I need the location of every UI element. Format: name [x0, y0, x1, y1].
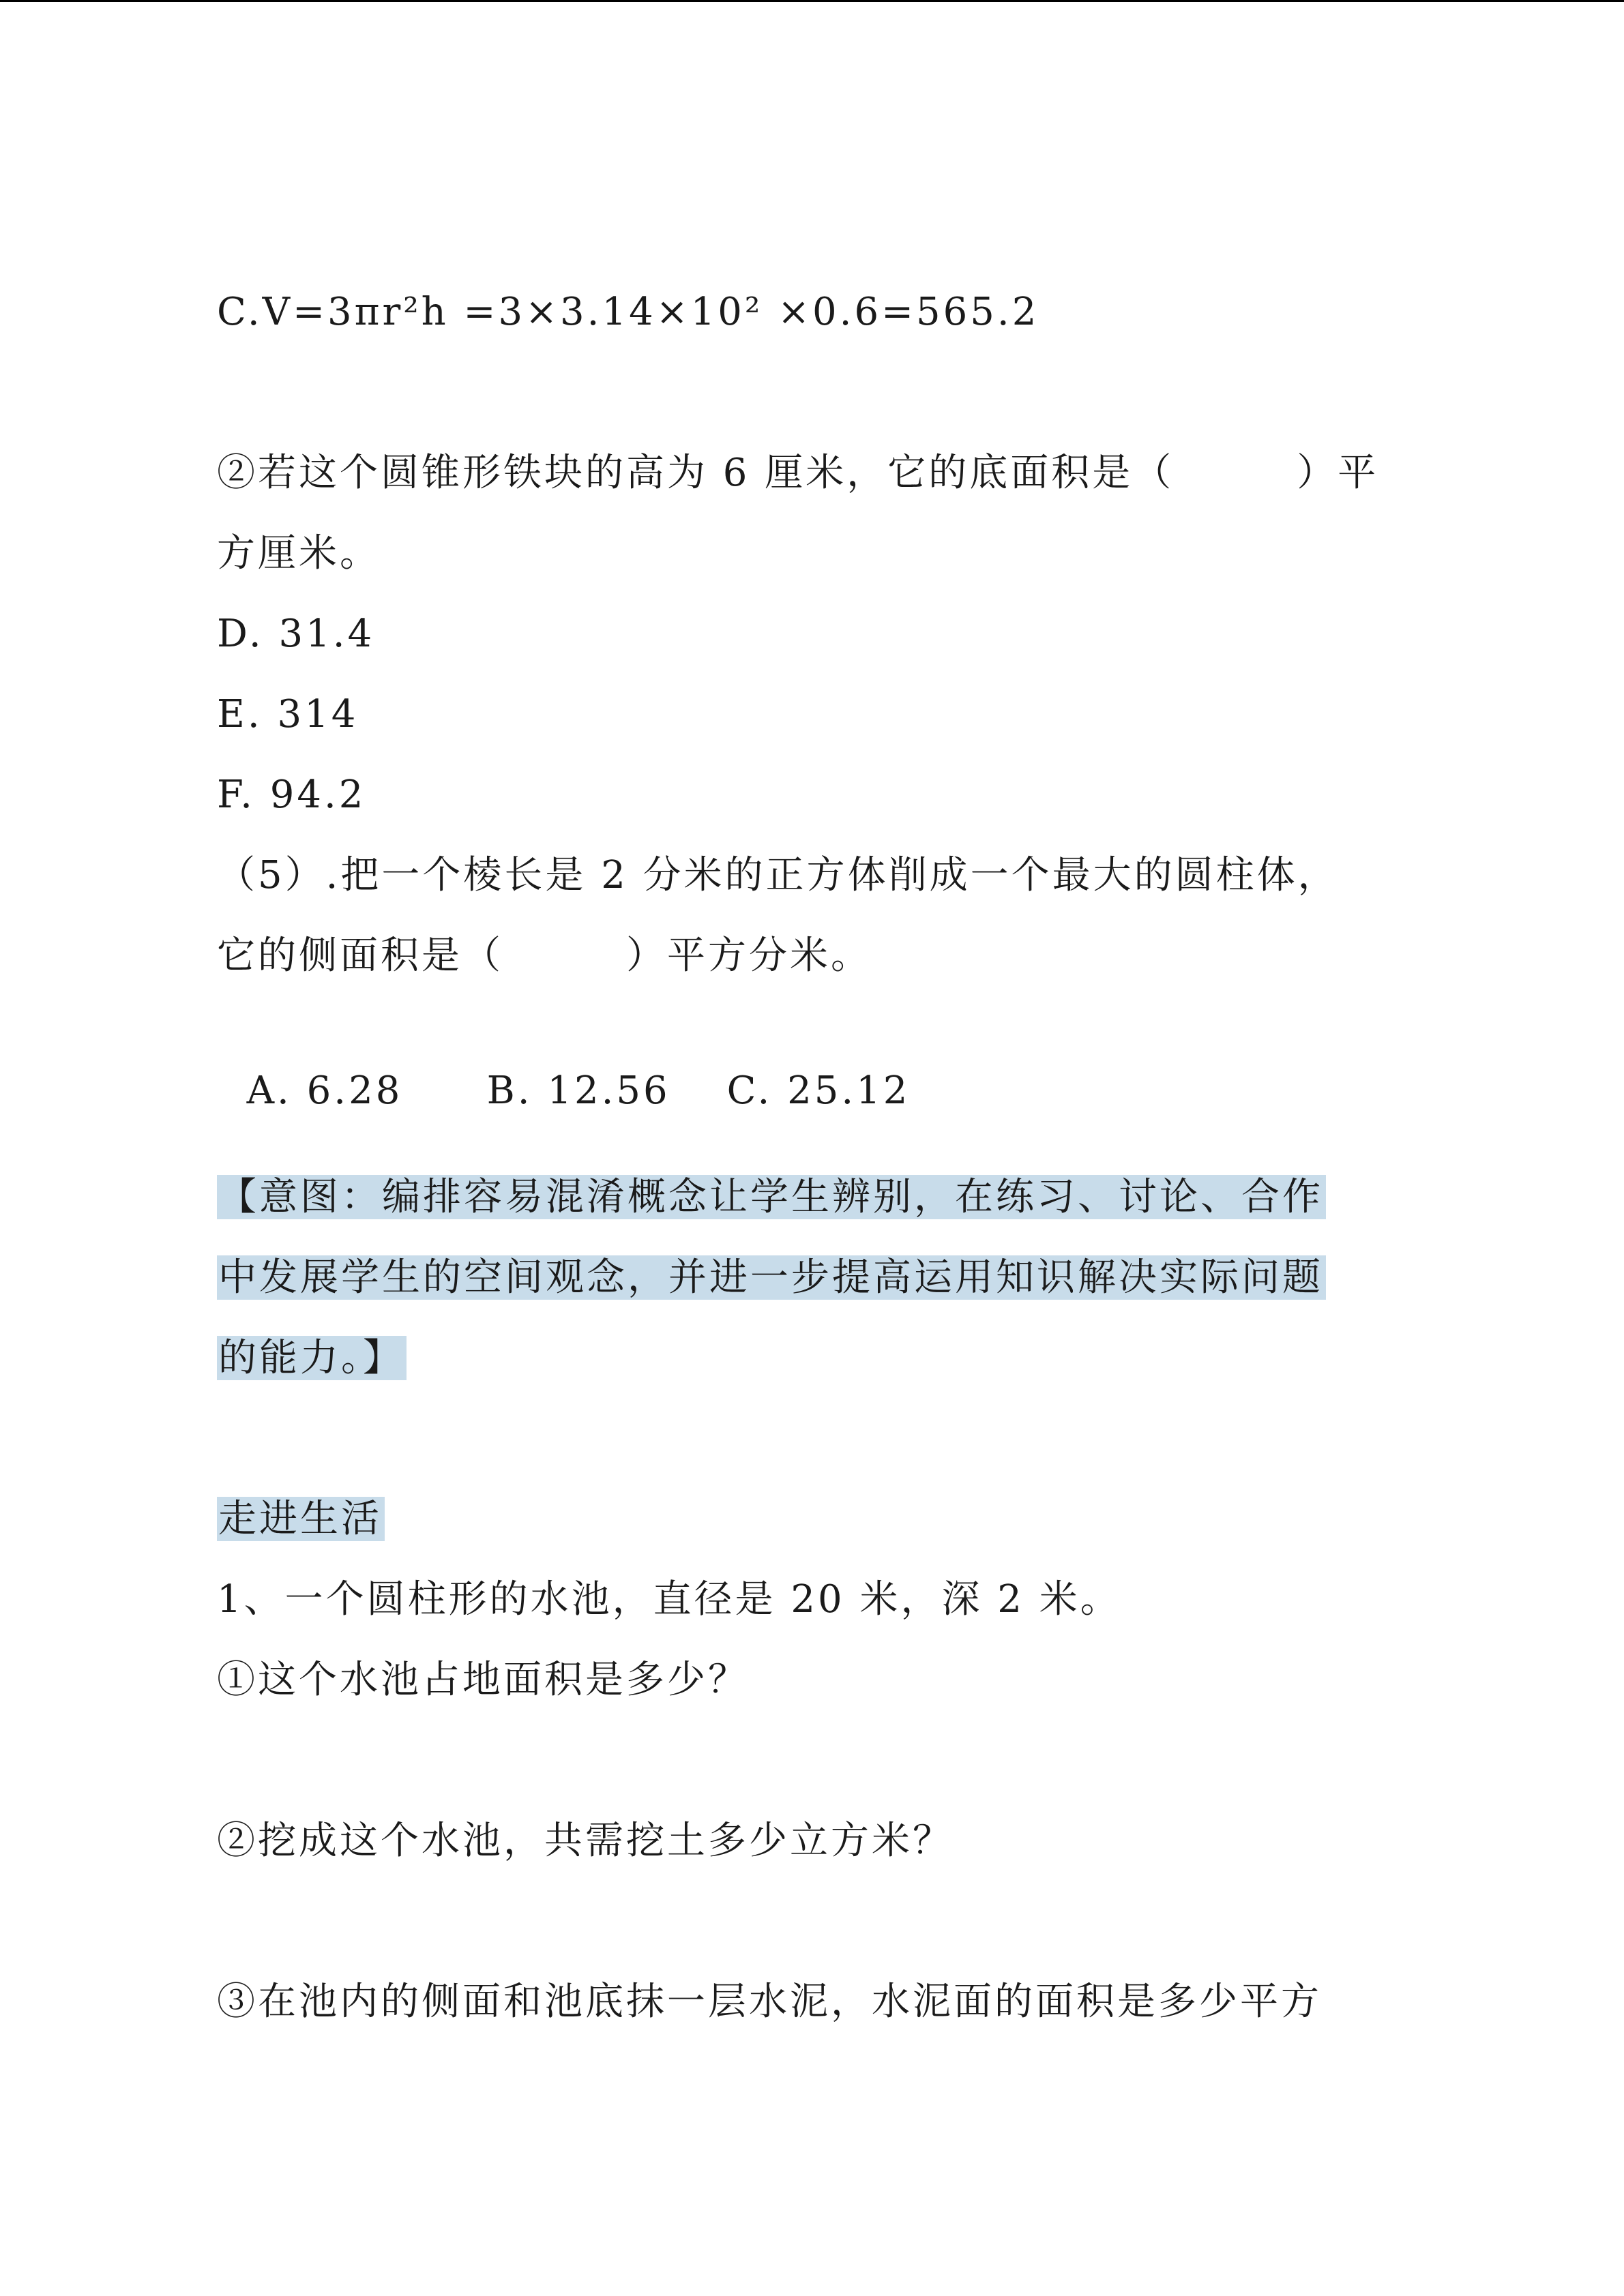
intent-highlight-1: 【意图：编排容易混淆概念让学生辨别，在练习、讨论、合作: [217, 1175, 1326, 1219]
intent-note-line-1: [217, 1170, 1326, 1225]
intent-note-line-2: [217, 1251, 1326, 1305]
question-2-line-1: ②若这个圆锥形铁块的高为 6 厘米，它的底面积是（ ）平: [217, 451, 1379, 495]
intent-highlight-2: 中发展学生的空间观念，并进一步提高运用知识解决实际问题: [217, 1255, 1326, 1300]
intent-highlight-3: 的能力。】: [217, 1336, 407, 1380]
question-5-line-2: 它的侧面积是（ ）平方分米。: [217, 934, 872, 978]
problem-1-sub-2: ②挖成这个水池，共需挖土多少立方米？: [217, 1819, 954, 1863]
section-heading: [217, 1492, 385, 1547]
formula-option-c: C.V=3πr²h =3×3.14×10² ×0.6=565.2: [217, 290, 1039, 334]
problem-1-sub-1: ①这个水池占地面积是多少？: [217, 1658, 749, 1702]
intent-note-line-3: [217, 1331, 407, 1386]
problem-1-sub-3: ③在池内的侧面和池底抹一层水泥，水泥面的面积是多少平方: [217, 1980, 1322, 2024]
question-5-line-1: （5）.把一个棱长是 2 分米的正方体削成一个最大的圆柱体，: [217, 853, 1339, 897]
option-c: C. 25.12: [726, 1069, 911, 1113]
section-title: 走进生活: [217, 1497, 385, 1541]
top-border-line: [0, 0, 1624, 2]
option-b: B. 12.56: [486, 1069, 670, 1113]
question-2-line-2: 方厘米。: [217, 531, 381, 576]
option-d: D. 31.4: [217, 612, 375, 656]
question-5-options: [217, 1009, 910, 1118]
option-f: F. 94.2: [217, 773, 366, 817]
option-e: E. 314: [217, 692, 359, 736]
problem-1-statement: 1、一个圆柱形的水池，直径是 20 米，深 2 米。: [217, 1577, 1121, 1622]
option-a: A. 6.28: [246, 1069, 403, 1113]
